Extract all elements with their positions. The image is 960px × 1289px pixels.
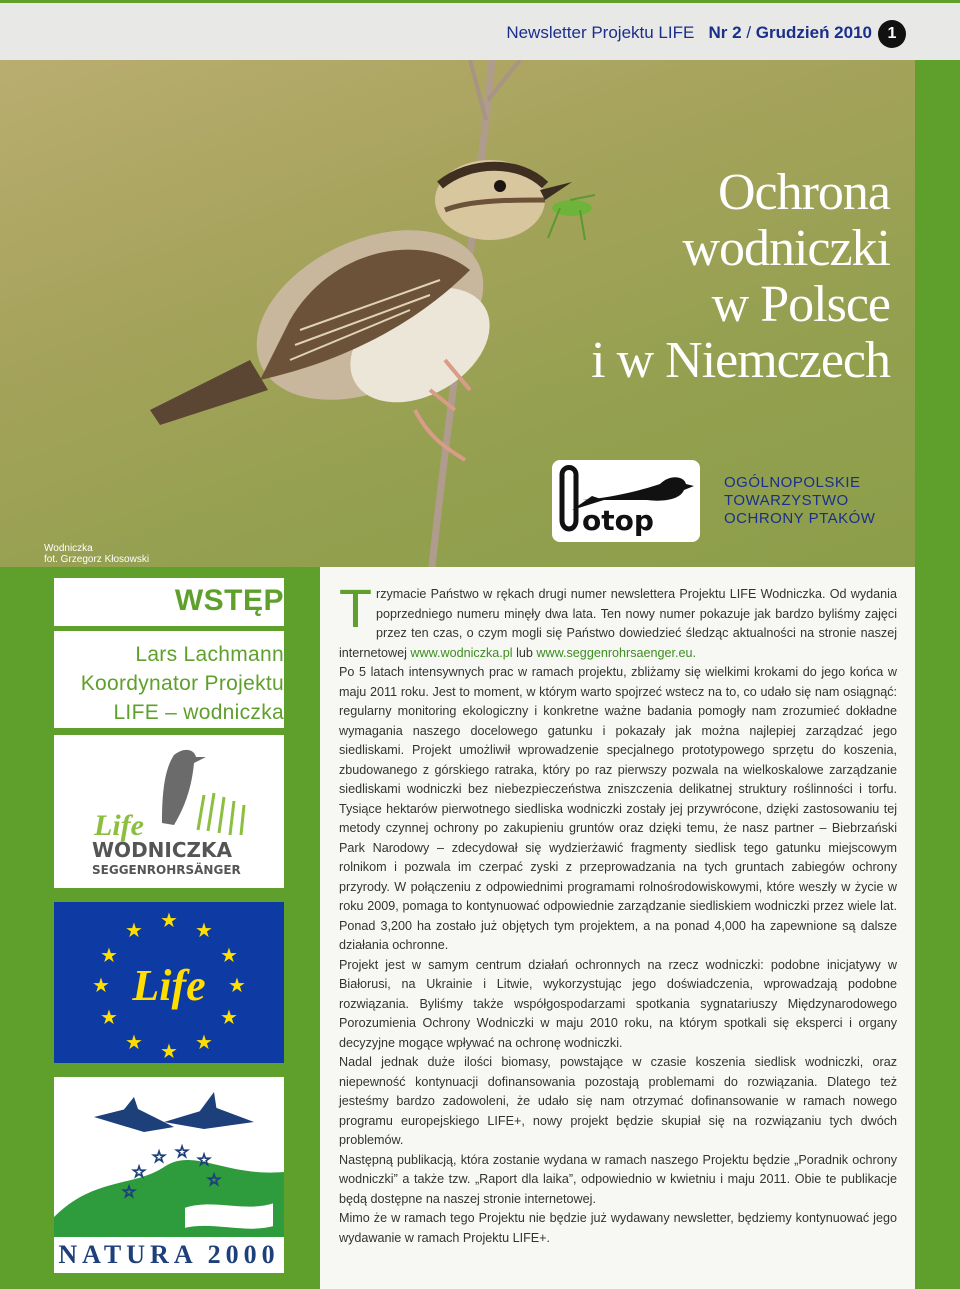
- article-paragraph-3: Projekt jest w samym centrum działań ochronnych na rzecz wodniczki: podobne inicjatywy w Białorusi, na Ukrainie i Litwie, wykorzystując jego doświadczenia, wprowadzają podobne rozwiązania. Byliśmy także współgospodarzami spotkania sygnatariuszy Międzynarodowego Porozumienia Ochrony Wodniczki w maju 2010 roku, na którym spotkali się eksperci i organy decyzyjne mogące wpływać na ochronę wodniczki.: [339, 957, 897, 1050]
- section-heading: WSTĘP: [174, 584, 284, 617]
- svg-text:☆: ☆: [196, 1150, 212, 1169]
- svg-text:★: ★: [220, 943, 238, 967]
- caption-title: Wodniczka: [44, 543, 93, 554]
- natura-word: NATURA 2000: [58, 1240, 280, 1269]
- svg-text:★: ★: [100, 1005, 118, 1029]
- author-block: [81, 640, 284, 727]
- article-paragraph-6: Mimo że w ramach tego Projektu nie będzie już wydawany newsletter, będziemy kontynuować jego wydawanie w ramach Projektu LIFE+.: [339, 1211, 897, 1245]
- natura-graphic: [54, 1077, 284, 1273]
- photo-caption: [44, 543, 149, 565]
- p1-connector: lub: [512, 645, 537, 660]
- page-number-badge: 1: [878, 20, 906, 48]
- svg-text:★: ★: [220, 1005, 238, 1029]
- author-project: LIFE – wodniczka: [113, 701, 284, 724]
- svg-text:★: ★: [125, 918, 143, 942]
- heading-divider: [54, 626, 284, 631]
- otop-bird-icon: [552, 460, 700, 542]
- otop-logo-word: otop: [582, 504, 654, 537]
- otop-name-line-1: OGÓLNOPOLSKIE: [724, 474, 861, 491]
- link-seggenrohrsaenger[interactable]: www.seggenrohrsaenger.eu.: [536, 645, 697, 660]
- otop-name-line-3: OCHRONY PTAKÓW: [724, 510, 876, 527]
- issue-number: Nr 2: [708, 23, 742, 42]
- svg-text:★: ★: [195, 918, 213, 942]
- life-wodniczka-logo: [54, 735, 284, 888]
- natura-2000-logo: [54, 1077, 284, 1273]
- otop-name: [724, 474, 875, 528]
- wodniczka-life-word: Life: [94, 809, 144, 842]
- article-body: [339, 579, 897, 1248]
- author-name: Lars Lachmann: [135, 643, 284, 666]
- svg-text:☆: ☆: [131, 1162, 147, 1181]
- eu-life-logo: [54, 902, 284, 1063]
- wodniczka-german-word: SEGGENROHRSÄNGER: [92, 863, 241, 877]
- svg-text:☆: ☆: [174, 1142, 190, 1161]
- title-line-3: w Polsce: [711, 276, 890, 333]
- newsletter-label: Newsletter Projektu LIFE: [506, 23, 695, 42]
- article-paragraph-5: Następną publikacją, która zostanie wydana w ramach naszego Projektu będzie „Poradnik ochrony wodniczki” a także tzw. „Raport dla laika”, odpowiednio w kwietniu i maju 2011. Obie te publikacje będą dostępne na naszej stronie internetowej.: [339, 1152, 897, 1206]
- wodniczka-name-word: WODNICZKA: [92, 838, 232, 862]
- p1-text: rzymacie Państwo w rękach drugi numer newslettera Projektu LIFE Wodniczka. Od wydania poprzedniego numeru minęły dwa lata. Ten nowy numer pokazuje jak bardzo byliśmy zajęci przez ten czas, o czym mogli się Państwo dowiedzieć śledząc aktualności na stronie naszej internetowej: [339, 587, 897, 660]
- page-title: [591, 165, 890, 389]
- newsletter-title: [506, 23, 872, 43]
- otop-name-line-2: TOWARZYSTWO: [724, 492, 849, 509]
- svg-text:☆: ☆: [151, 1147, 167, 1166]
- svg-text:★: ★: [92, 973, 110, 997]
- title-line-4: i w Niemczech: [591, 332, 890, 389]
- svg-text:★: ★: [195, 1030, 213, 1054]
- link-wodniczka[interactable]: www.wodniczka.pl: [410, 645, 513, 660]
- article-paragraph-2: Po 5 latach intensywnych prac w ramach projektu, zbliżamy się wielkimi krokami do jego końca w maju 2011 roku. Jest to moment, w którym warto spojrzeć wstecz na to, co udało się nam osiągnąć: regularny monitoring ekologiczny i konkretne ważne badania pomogły nam zrozumieć dokładne wymagania naszego docelowego gatunku i pokazały jak można najlepiej zarządzać jego siedliskami. Projekt umożliwił wprowadzenie specjalnego prototypowego sprzętu do koszenia, zbudowanego z górskiego ratraka, który po raz pierwszy pozwala na wielkoskalowe zarządzanie siedliskami wodniczki bez niebezpieczeństwa zniszczenia delikatnej struktury roślinności i torfu. Tysiące hektarów pierwotnego siedliska wodniczki zostały jej przywrócone, dzięki zastosowaniu tej metody czynnej ochrony po zakupieniu gruntów oraz dzięki temu, że nasz partner – Biebrzański Park Narodowy – zdecydował się wydzierżawić fragmenty siedlisk tego gatunku miejscowym rolnikom i pozwala im czerpać zyski z przeprowadzania na tych gruntach zabiegów ochrony przyrody. W połączeniu z odpowiednimi programami rolnośrodowiskowymi, które weszły w życie w roku 2009, pomaga to kontynuować odpowiednie zarządzanie siedliskiem wodniczki przez wiele lat. Ponad 3,200 ha zostało już objętych tym projektem, a na ponad 4,000 ha zapewnione są dalsze działania ochronne.: [339, 665, 897, 952]
- svg-text:★: ★: [125, 1030, 143, 1054]
- article-paragraph-4: Nadal jednak duże ilości biomasy, powstające w czasie koszenia siedlisk wodniczki, oraz niepewność kontynuacji dofinansowania pozostają problemami do rozwiązania. Dlatego też jesteśmy bardzo zadowoleni, że udało się nam otrzymać dofinansowanie w ramach nowego programu europejskiego LIFE+, nowy projekt będzie skupiał się na rozwiązaniu tych dwóch problemów.: [339, 1055, 897, 1147]
- caption-credit: fot. Grzegorz Kłosowski: [44, 554, 150, 565]
- eu-life-word: Life: [132, 961, 206, 1010]
- separator: /: [746, 23, 752, 42]
- svg-text:★: ★: [228, 973, 246, 997]
- svg-text:☆: ☆: [121, 1182, 137, 1201]
- svg-text:☆: ☆: [206, 1170, 222, 1189]
- svg-text:★: ★: [160, 1039, 178, 1063]
- eu-stars-graphic: [54, 902, 284, 1063]
- svg-text:★: ★: [100, 943, 118, 967]
- author-role: Koordynator Projektu: [80, 672, 284, 695]
- wodniczka-logo-graphic: [54, 735, 284, 888]
- right-stripe: [915, 60, 960, 1289]
- article-paragraph-1: [339, 579, 897, 663]
- title-line-2: wodniczki: [682, 220, 890, 277]
- intro-box: [54, 578, 284, 728]
- otop-logo: [552, 460, 700, 542]
- svg-text:★: ★: [160, 908, 178, 932]
- header-bar: [0, 0, 960, 60]
- issue-date: Grudzień 2010: [755, 23, 872, 42]
- title-line-1: Ochrona: [717, 164, 890, 221]
- drop-cap: T: [339, 579, 372, 639]
